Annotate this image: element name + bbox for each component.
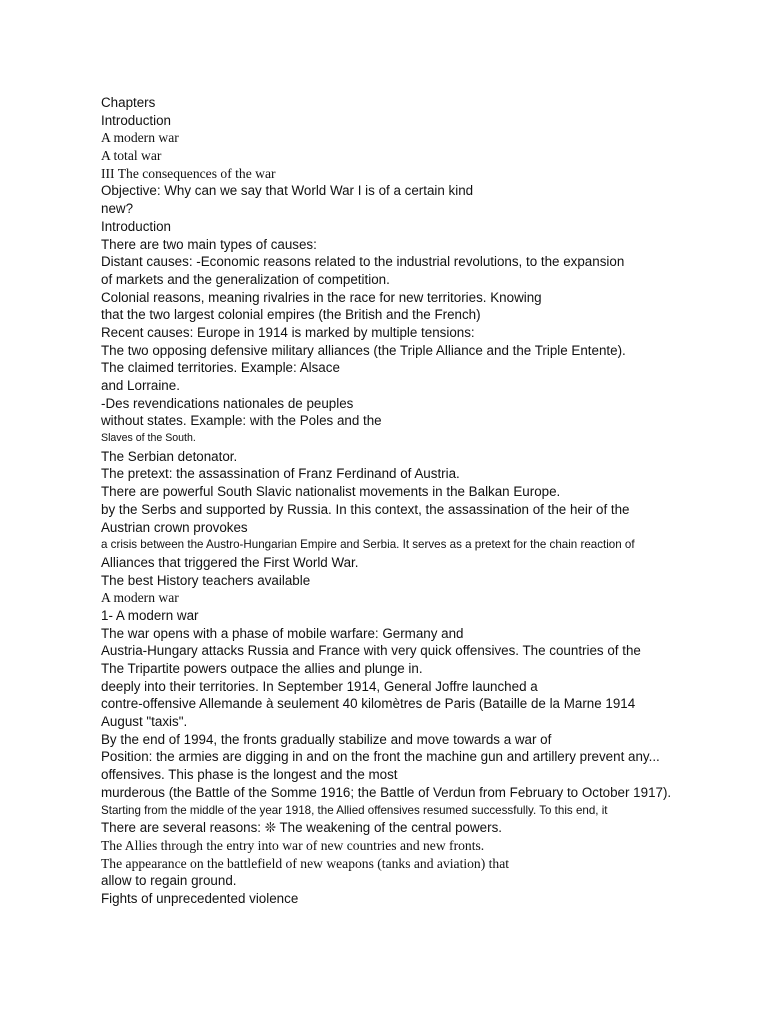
text-line: Recent causes: Europe in 1914 is marked by multiple tensions: [101, 324, 475, 340]
text-line: new? [101, 201, 134, 217]
text-line: a crisis between the Austro-Hungarian Empire and Serbia. It serves as a pretext for the chain reaction of [101, 538, 635, 552]
text-line: Fights of unprecedented violence [101, 890, 299, 906]
text-line: The war opens with a phase of mobile warfare: Germany and [101, 625, 464, 641]
text-line: allow to regain ground. [101, 873, 237, 889]
text-line: offensives. This phase is the longest and the most [101, 767, 398, 783]
text-line: Objective: Why can we say that World War I is of a certain kind [101, 183, 474, 199]
text-line: A modern war [101, 130, 179, 146]
text-line: Chapters [101, 95, 156, 110]
text-line: 1- A modern war [101, 607, 199, 623]
text-line: The appearance on the battlefield of new weapons (tanks and aviation) that [101, 855, 510, 871]
text-line: by the Serbs and supported by Russia. In this context, the assassination of the heir of the [101, 501, 630, 517]
text-line: that the two largest colonial empires (the British and the French) [101, 307, 481, 323]
text-line: murderous (the Battle of the Somme 1916; the Battle of Verdun from February to October 1917). [101, 784, 672, 800]
text-line: Introduction [101, 112, 171, 128]
text-line: The best History teachers available [101, 572, 311, 588]
text-line: By the end of 1994, the fronts gradually stabilize and move towards a war of [101, 731, 552, 747]
text-line: Alliances that triggered the First World War. [101, 554, 359, 570]
text-line: There are several reasons: ❊ The weakening of the central powers. [101, 820, 502, 836]
text-line: Colonial reasons, meaning rivalries in the race for new territories. Knowing [101, 289, 542, 305]
text-line: Starting from the middle of the year 1918, the Allied offensives resumed successfully. To this end, it [101, 803, 608, 817]
text-line: The Tripartite powers outpace the allies and plunge in. [101, 661, 423, 676]
text-line: Distant causes: -Economic reasons related to the industrial revolutions, to the expansion [101, 254, 625, 270]
text-line: Slaves of the South. [101, 432, 196, 445]
text-line: A modern war [101, 590, 179, 606]
text-line: There are two main types of causes: [101, 236, 317, 252]
text-line: The Serbian detonator. [101, 448, 238, 464]
text-line: The pretext: the assassination of Franz Ferdinand of Austria. [101, 466, 460, 482]
text-line: without states. Example: with the Poles and the [101, 413, 382, 429]
text-line: A total war [101, 148, 162, 164]
text-line: The claimed territories. Example: Alsace [101, 360, 340, 376]
text-line: deeply into their territories. In September 1914, General Joffre launched a [101, 678, 538, 694]
text-line: Introduction [101, 218, 171, 234]
text-line: -Des revendications nationales de peuples [101, 395, 354, 411]
text-line: and Lorraine. [101, 378, 180, 393]
text-line: Position: the armies are digging in and on the front the machine gun and artillery prevent any... [101, 749, 660, 765]
text-line: III The consequences of the war [101, 165, 276, 181]
text-line: There are powerful South Slavic nationalist movements in the Balkan Europe. [101, 484, 561, 500]
document-body [101, 94, 741, 908]
text-line: Austria-Hungary attacks Russia and France with very quick offensives. The countries of the [101, 643, 641, 659]
text-line: Austrian crown provokes [101, 519, 248, 535]
text-line: The Allies through the entry into war of new countries and new fronts. [101, 837, 485, 853]
text-line: contre-offensive Allemande à seulement 40 kilomètres de Paris (Bataille de la Marne 1914 [101, 696, 636, 712]
text-line: August "taxis". [101, 714, 188, 730]
text-line: of markets and the generalization of competition. [101, 271, 390, 287]
text-line: The two opposing defensive military alliances (the Triple Alliance and the Triple Entente). [101, 342, 626, 358]
